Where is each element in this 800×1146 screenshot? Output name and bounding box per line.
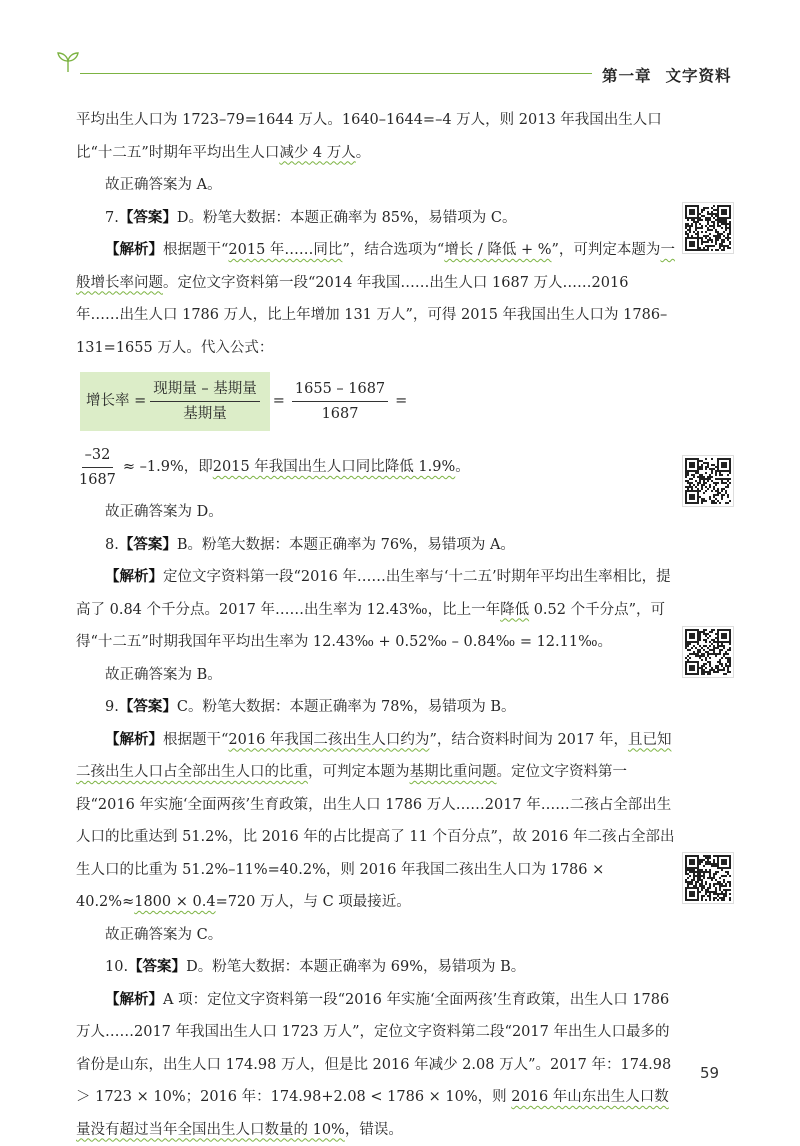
q8-conclusion: 故正确答案为 B。 xyxy=(76,659,676,692)
q9-conclusion: 故正确答案为 C。 xyxy=(76,919,676,952)
growth-rate-result: $\frac{-32}{1687}$ ≈ –1.9%，即 2015 年我国出生人口同比降低 1.9% 。 xyxy=(76,438,676,496)
q8-analysis: 【解析】定位文字资料第一段“2016 年……出生率与‘十二五’时期年平均出生率相比，提高了 0.84 个千分点。2017 年……出生率为 12.43‰，比上一年降低 0.52 个千分点”，可得“十二五”时期我国年平均出生率为 12.43‰ + 0.52‰ – 0.84‰ = 12.11‰。 xyxy=(76,561,676,659)
q7-analysis: 【解析】根据题干“2015 年……同比”，结合选项为“增长 / 降低 + %”，可判定本题为一般增长率问题。定位文字资料第一段“2014 年我国……出生人口 1687 万人……2016 年……出生人口 1786 万人，比上年增加 131 万人”，可得 2015 年我国出生人口为 1786–131=1655 万人。代入公式： xyxy=(76,234,676,364)
qr-code-icon[interactable] xyxy=(682,626,734,678)
q10-answer: 10.【答案】D。粉笔大数据：本题正确率为 69%，易错项为 B。 xyxy=(76,951,676,984)
q8-answer: 8.【答案】B。粉笔大数据：本题正确率为 76%，易错项为 A。 xyxy=(76,529,676,562)
qr-code-icon[interactable] xyxy=(682,455,734,507)
q7-answer: 7.【答案】D。粉笔大数据：本题正确率为 85%，易错项为 C。 xyxy=(76,202,676,235)
q7-conclusion: 故正确答案为 D。 xyxy=(76,496,676,529)
q9-answer: 9.【答案】C。粉笔大数据：本题正确率为 78%，易错项为 B。 xyxy=(76,691,676,724)
page-body xyxy=(76,104,676,1146)
running-header xyxy=(602,64,732,86)
growth-rate-formula: 增长率 = $\frac{\text{现期量 – 基期量}}{\text{基期量}}$ = $\frac{1655 - 1687}{1687}$ = xyxy=(76,364,676,438)
formula-highlight: 增长率 = $\frac{\text{现期量 – 基期量}}{\text{基期量}}$ xyxy=(80,372,270,431)
qr-code-icon[interactable] xyxy=(682,202,734,254)
q6-conclusion: 故正确答案为 A。 xyxy=(76,169,676,202)
q10-analysis: 【解析】A 项：定位文字资料第一段“2016 年实施‘全面两孩’生育政策，出生人口 1786 万人……2017 年我国出生人口 1723 万人”，定位文字资料第二段“2017 年出生人口最多的省份是山东，出生人口 174.98 万人，但是比 2016 年减少 2.08 万人”。2017 年：174.98 ＞ 1723 × 10%；2016 年：174.98+2.08 < 1786 × 10%，则 2016 年山东出生人口数量没有超过当年全国出生人口数量的 10%，错误。 xyxy=(76,984,676,1146)
qr-code-icon[interactable] xyxy=(682,852,734,904)
sprout-icon xyxy=(54,50,82,78)
section-label: 文字资料 xyxy=(666,67,732,85)
chapter-label: 第一章 xyxy=(602,67,652,85)
page-number: 59 xyxy=(700,1064,719,1082)
header-rule xyxy=(80,73,592,74)
paragraph-q6-tail: 平均出生人口为 1723–79=1644 万人。1640–1644=–4 万人，则 2013 年我国出生人口比“十二五”时期年平均出生人口减少 4 万人。 xyxy=(76,104,676,169)
q9-analysis: 【解析】根据题干“2016 年我国二孩出生人口约为”，结合资料时间为 2017 年，且已知二孩出生人口占全部出生人口的比重，可判定本题为基期比重问题。定位文字资料第一段“2016 年实施‘全面两孩’生育政策，出生人口 1786 万人……2017 年……二孩占全部出生人口的比重达到 51.2%，比 2016 年的占比提高了 11 个百分点”，故 2016 年二孩占全部出生人口的比重为 51.2%–11%=40.2%，则 2016 年我国二孩出生人口为 1786 × 40.2%≈1800 × 0.4=720 万人，与 C 项最接近。 xyxy=(76,724,676,919)
